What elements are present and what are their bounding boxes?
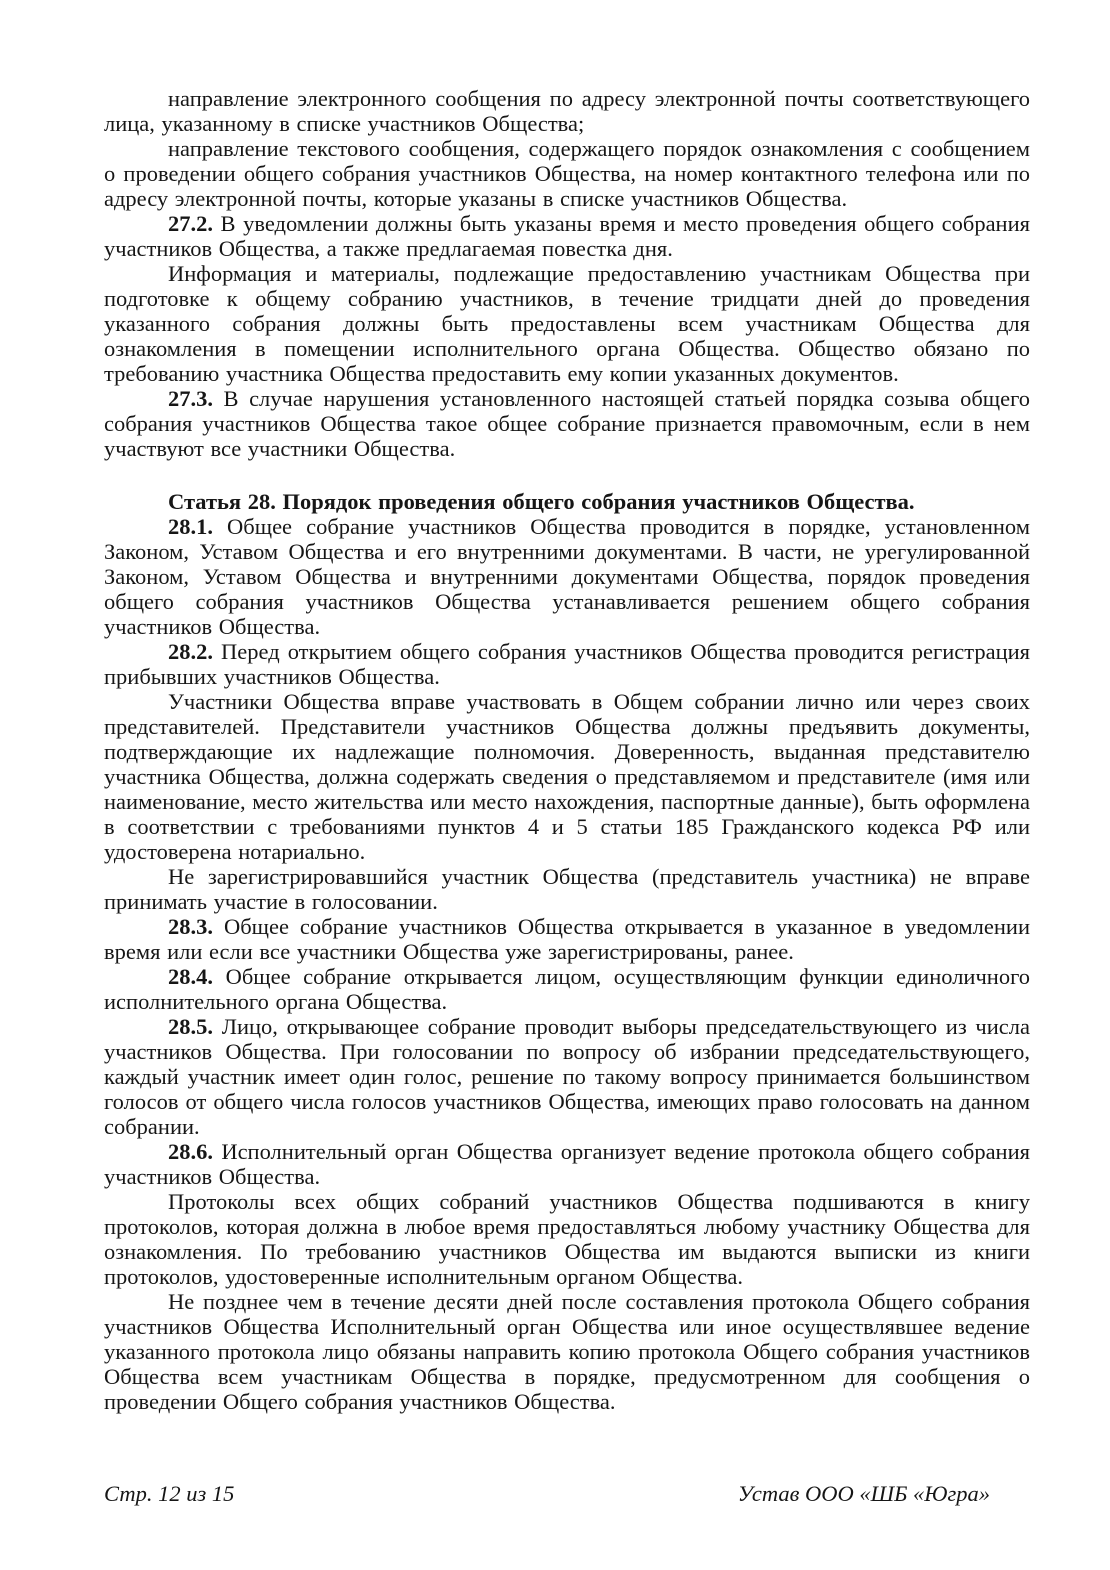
document-title: Устав ООО «ШБ «Югра» (737, 1481, 990, 1506)
clause-number: 28.4. (168, 964, 213, 989)
clause-number: 28.6. (168, 1139, 213, 1164)
paragraph (104, 689, 1030, 864)
paragraph (104, 639, 1030, 689)
article-heading: Статья 28. Порядок проведения общего собрания участников Общества. (168, 489, 915, 514)
paragraph-text: Участники Общества вправе участвовать в Общем собрании лично или через своих представителей. Представители участников Общества должны предъявить документы, подтверждающие их надлежащие полномочия. Доверенность, выданная представителю участника Общества, должна содержать сведения о представляемом и представителе (имя или наименование, место жительства или место нахождения, паспортные данные), быть оформлена в соответствии с требованиями пунктов 4 и 5 статьи 185 Гражданского кодекса РФ или удостоверена нотариально. (104, 689, 1030, 864)
paragraph-text: Протоколы всех общих собраний участников Общества подшиваются в книгу протоколов, которая должна в любое время предоставляться любому участнику Общества для ознакомления. По требованию участников Общества им выдаются выписки из книги протоколов, удостоверенные исполнительным органом Общества. (104, 1189, 1030, 1289)
paragraph (104, 386, 1030, 461)
paragraph-text: В случае нарушения установленного настоящей статьей порядка созыва общего собрания участников Общества такое общее собрание признается правомочным, если в нем участвуют все участники Общества. (104, 386, 1030, 461)
paragraph-text: направление электронного сообщения по адресу электронной почты соответствующего лица, указанному в списке участников Общества; (104, 86, 1030, 136)
paragraph (104, 964, 1030, 1014)
page-number: Стр. 12 из 15 (104, 1481, 235, 1506)
clause-number: 28.3. (168, 914, 213, 939)
paragraph-text: направление текстового сообщения, содержащего порядок ознакомления с сообщением о проведении общего собрания участников Общества, на номер контактного телефона или по адресу электронной почты, которые указаны в списке участников Общества. (104, 136, 1030, 211)
clause-number: 28.1. (168, 514, 213, 539)
clause-number: 28.5. (168, 1014, 213, 1039)
document-body (104, 86, 1030, 1414)
paragraph (104, 136, 1030, 211)
paragraph (104, 914, 1030, 964)
paragraph-text: Перед открытием общего собрания участников Общества проводится регистрация прибывших участников Общества. (104, 639, 1030, 689)
clause-number: 27.2. (168, 211, 213, 236)
paragraph (104, 1189, 1030, 1289)
paragraph-text: Общее собрание участников Общества открывается в указанное в уведомлении время или если все участники Общества уже зарегистрированы, ранее. (104, 914, 1030, 964)
paragraph-text: Общее собрание участников Общества проводится в порядке, установленном Законом, Уставом Общества и его внутренними документами. В части, не урегулированной Законом, Уставом Общества и внутренними документами Общества, порядок проведения общего собрания участников Общества устанавливается решением общего собрания участников Общества. (104, 514, 1030, 639)
paragraph (104, 1014, 1030, 1139)
page-footer (104, 1481, 1030, 1506)
paragraph-text: Не зарегистрировавшийся участник Общества (представитель участника) не вправе принимать участие в голосовании. (104, 864, 1030, 914)
paragraph-text: Исполнительный орган Общества организует ведение протокола общего собрания участников Общества. (104, 1139, 1030, 1189)
paragraph-text: Общее собрание открывается лицом, осуществляющим функции единоличного исполнительного органа Общества. (104, 964, 1030, 1014)
paragraph-text: Информация и материалы, подлежащие предоставлению участникам Общества при подготовке к общему собранию участников, в течение тридцати дней до проведения указанного собрания должны быть предоставлены всем участникам Общества для ознакомления в помещении исполнительного органа Общества. Общество обязано по требованию участника Общества предоставить ему копии указанных документов. (104, 261, 1030, 386)
paragraph (104, 514, 1030, 639)
paragraph (104, 211, 1030, 261)
clause-number: 28.2. (168, 639, 213, 664)
paragraph (104, 864, 1030, 914)
paragraph-text: В уведомлении должны быть указаны время и место проведения общего собрания участников Общества, а также предлагаемая повестка дня. (104, 211, 1030, 261)
paragraph (104, 86, 1030, 136)
paragraph (104, 1139, 1030, 1189)
paragraph (104, 261, 1030, 386)
paragraph-text: Не позднее чем в течение десяти дней после составления протокола Общего собрания участников Общества Исполнительный орган Общества или иное осуществлявшее ведение указанного протокола лицо обязаны направить копию протокола Общего собрания участников Общества всем участникам Общества в порядке, предусмотренном для сообщения о проведении Общего собрания участников Общества. (104, 1289, 1030, 1414)
paragraph (104, 1289, 1030, 1414)
paragraph-text: Лицо, открывающее собрание проводит выборы председательствующего из числа участников Общества. При голосовании по вопросу об избрании председательствующего, каждый участник имеет один голос, решение по такому вопросу принимается большинством голосов от общего числа голосов участников Общества, имеющих право голосовать на данном собрании. (104, 1014, 1030, 1139)
clause-number: 27.3. (168, 386, 213, 411)
